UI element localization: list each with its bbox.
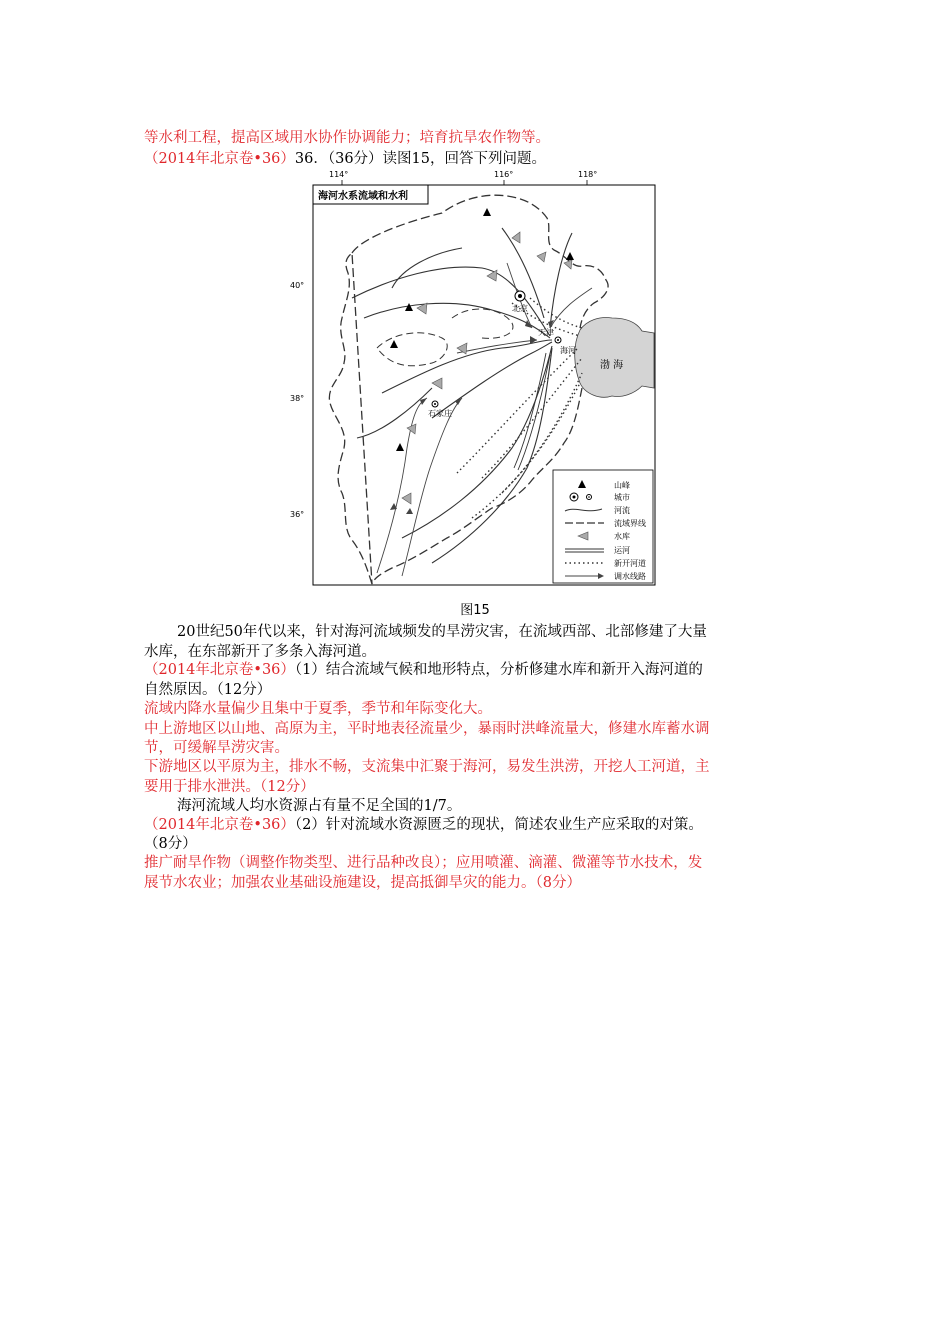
- sea-label: 渤 海: [600, 360, 624, 371]
- answer-1-line-3: 节，可缓解旱涝灾害。: [144, 740, 289, 756]
- longitude-label: 114°: [329, 170, 349, 179]
- figure-caption: 图15: [460, 603, 490, 618]
- answer-2-line-2: 展节水农业；加强农业基础设施建设，提高抵御旱灾的能力。（8分）: [144, 875, 581, 891]
- legend-label: 流域界线: [614, 519, 646, 528]
- legend-label: 河流: [614, 506, 630, 515]
- legend-label: 山峰: [614, 481, 630, 490]
- city-label: 天津: [538, 328, 554, 337]
- answer-1-line-1: 流域内降水量偏少且集中于夏季，季节和年际变化大。: [144, 701, 492, 717]
- latitude-label: 40°: [290, 281, 305, 290]
- legend-label: 水库: [614, 532, 630, 541]
- source-tag: （2014年北京卷•36）: [144, 151, 295, 167]
- paragraph-2: 海河流域人均水资源占有量不足全国的1/7。: [177, 798, 462, 814]
- answer-2-line-1: 推广耐旱作物（调整作物类型、进行品种改良）；应用喷灌、滴灌、微灌等节水技术，发: [144, 855, 703, 871]
- source-tag: （2014年北京卷•36）: [144, 662, 295, 678]
- latitude-label: 36°: [290, 510, 305, 519]
- question-1-cont: 自然原因。（12分）: [144, 682, 272, 698]
- paragraph-intro-2: 水库，在东部新开了多条入海河道。: [144, 644, 376, 660]
- question-header: [144, 149, 546, 169]
- question-2: [144, 815, 703, 835]
- paragraph-intro-1: 20世纪50年代以来，针对海河流域频发的旱涝灾害，在流域西部、北部修建了大量: [177, 624, 707, 640]
- question-2-cont: （8分）: [144, 836, 197, 852]
- latitude-label: 38°: [290, 394, 305, 403]
- text-line-1: 等水利工程，提高区域用水协作协调能力；培育抗旱农作物等。: [144, 130, 550, 146]
- answer-1-line-4: 下游地区以平原为主，排水不畅，支流集中汇聚于海河，易发生洪涝，开挖人工河道，主: [144, 759, 710, 775]
- legend-label: 运河: [614, 546, 630, 555]
- answer-1-line-2: 中上游地区以山地、高原为主，平时地表径流量少，暴雨时洪峰流量大，修建水库蓄水调: [144, 721, 710, 737]
- answer-1-line-5: 要用于排水泄洪。（12分）: [144, 779, 315, 795]
- longitude-label: 116°: [494, 170, 514, 179]
- city-label: 石家庄: [428, 409, 452, 418]
- legend-label: 调水线路: [614, 572, 646, 581]
- longitude-label: 118°: [578, 170, 598, 179]
- haihe-basin-map: [282, 168, 662, 588]
- question-1-text: （1）结合流域气候和地形特点，分析修建水库和新开入海河道的: [294, 662, 703, 678]
- question-2-text: （2）针对流域水资源匮乏的现状，简述农业生产应采取的对策。: [294, 817, 703, 833]
- city-label: 北京: [512, 304, 528, 313]
- map-title: 海河水系流域和水利: [318, 191, 408, 202]
- question-intro: 36．（36分）读图15，回答下列问题。: [294, 151, 547, 167]
- port-label: 海河: [560, 346, 576, 355]
- question-1: [144, 660, 703, 680]
- source-tag: （2014年北京卷•36）: [144, 817, 295, 833]
- legend-label: 城市: [614, 493, 630, 502]
- legend-label: 新开河道: [614, 559, 646, 568]
